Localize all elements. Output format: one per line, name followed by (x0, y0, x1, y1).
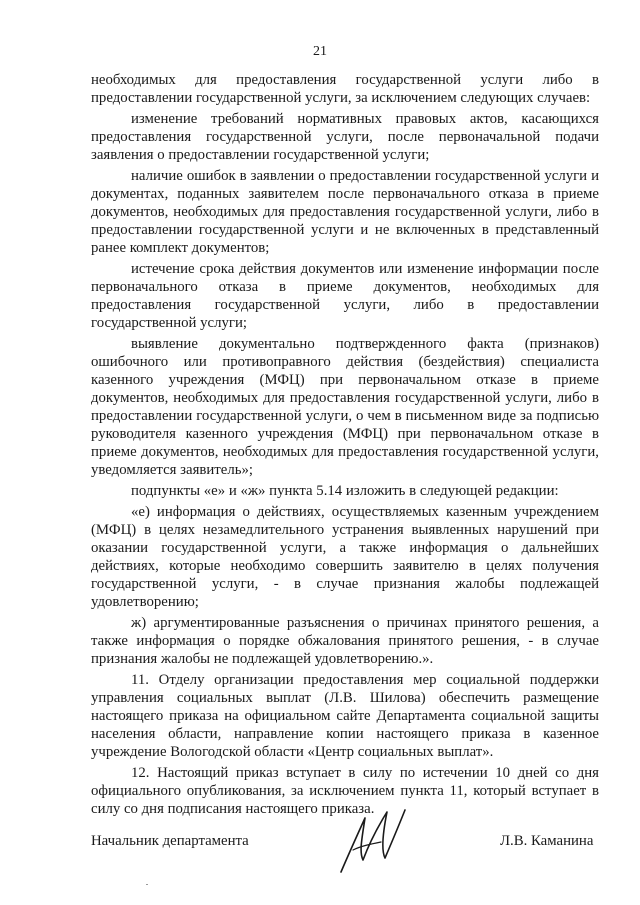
paragraph: 11. Отделу организации предоставления мер социальной поддержки управления социальных выплат (Л.В. Шилова) обеспечить размещение настоящего приказа на официальном сайте Департамента социальной защиты населения области, направление копии настоящего приказа в казенное учреждение Вологодской области «Центр социальных выплат». (91, 672, 599, 760)
handwritten-signature (335, 800, 415, 880)
signatory-position: Начальник департамента (91, 833, 249, 849)
signatory-name: Л.В. Каманина (500, 833, 594, 849)
paragraph: наличие ошибок в заявлении о предоставлении государственной услуги и документах, поданных заявителем после первоначального отказа в приеме документов, необходимых для предоставления государственной услуги, либо в предоставлении государственной услуги и не включенных в представленный ранее комплект документов; (91, 168, 599, 256)
document-body (91, 71, 599, 818)
paragraph: выявление документально подтвержденного факта (признаков) ошибочного или противоправного действия (бездействия) специалиста казенного учреждения (МФЦ) при первоначальном отказе в приеме документов, необходимых для предоставления государственной услуги, либо в предоставлении государственной услуги, о чем в письменном виде за подписью руководителя казенного учреждения (МФЦ) при первоначальном отказе в приеме документов, необходимых для предоставления государственной услуги, уведомляется заявитель»; (91, 336, 599, 478)
paragraph: «е) информация о действиях, осуществляемых казенным учреждением (МФЦ) в целях незамедлительного устранения выявленных нарушений при оказании государственной услуги, а также информация о дальнейших действиях, которые необходимо совершить заявителю в целях получения государственной услуги, - в случае признания жалобы подлежащей удовлетворению; (91, 504, 599, 610)
paragraph: 12. Настоящий приказ вступает в силу по истечении 10 дней со дня официального опубликования, за исключением пункта 11, который вступает в силу со дня подписания настоящего приказа. (91, 765, 599, 817)
paragraph: необходимых для предоставления государственной услуги либо в предоставлении государственной услуги, за исключением следующих случаев: (91, 72, 599, 106)
paragraph: ж) аргументированные разъяснения о причинах принятого решения, а также информация о порядке обжалования принятого решения, - в случае признания жалобы не подлежащей удовлетворению.». (91, 615, 599, 667)
page-number: 21 (313, 44, 327, 59)
paragraph: изменение требований нормативных правовых актов, касающихся предоставления государственной услуги, после первоначальной подачи заявления о предоставлении государственной услуги; (91, 111, 599, 163)
scan-speck (146, 884, 148, 885)
paragraph: подпункты «е» и «ж» пункта 5.14 изложить в следующей редакции: (131, 483, 559, 499)
paragraph: истечение срока действия документов или изменение информации после первоначального отказа в приеме документов, необходимых для предоставления государственной услуги, либо в предоставлении государственной услуги; (91, 261, 599, 331)
